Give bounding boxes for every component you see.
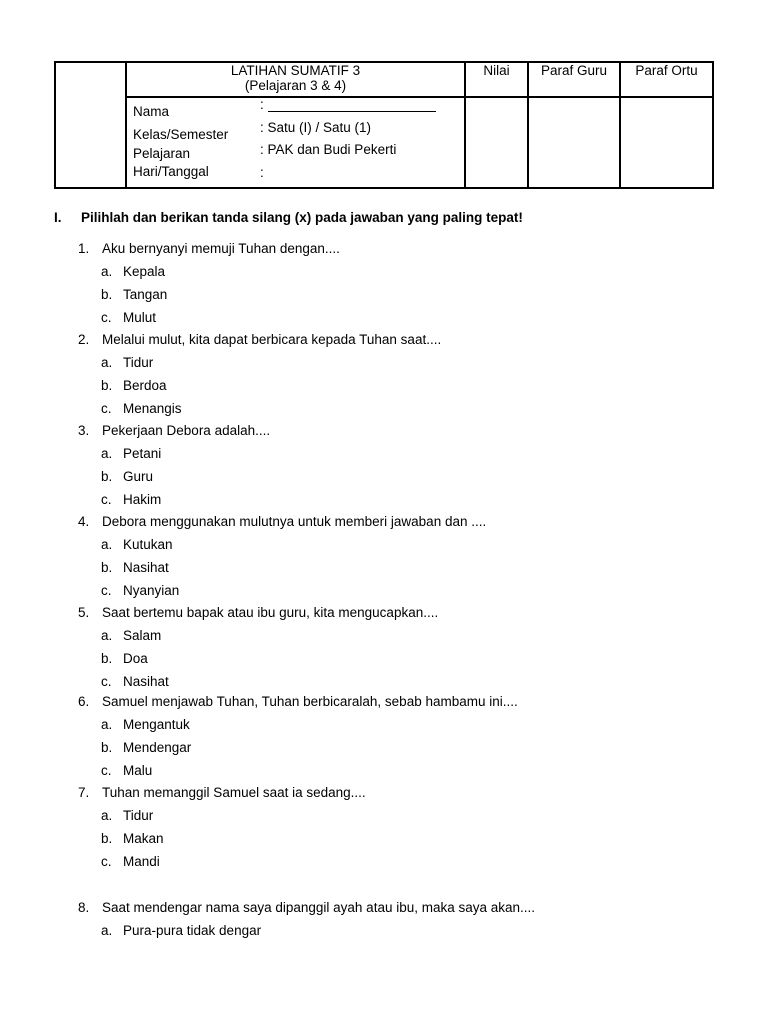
name-blank-line: [268, 99, 436, 112]
option-letter: b.: [101, 651, 113, 666]
question-item: [78, 605, 438, 620]
option-text: Malu: [123, 763, 153, 778]
paraf-guru-cell[interactable]: [528, 97, 620, 188]
option-text: Kutukan: [123, 537, 173, 552]
option-letter: b.: [101, 560, 113, 575]
question-number: 5.: [78, 605, 90, 620]
title-cell: [126, 62, 465, 97]
question-text: Melalui mulut, kita dapat berbicara kepada Tuhan saat....: [102, 332, 442, 347]
option-text: Nasihat: [123, 560, 169, 575]
option-text: Mulut: [123, 310, 157, 325]
question-number: 8.: [78, 900, 90, 915]
question-text: Saat mendengar nama saya dipanggil ayah atau ibu, maka saya akan....: [102, 900, 536, 915]
option-letter: c.: [101, 763, 112, 778]
option-letter: b.: [101, 378, 113, 393]
answer-option[interactable]: [101, 674, 169, 689]
field-value-hari[interactable]: :: [260, 165, 264, 180]
question-item: [78, 423, 270, 438]
nilai-header: Nilai: [465, 62, 528, 97]
blank-cell: [55, 62, 126, 188]
option-letter: b.: [101, 740, 113, 755]
nilai-cell[interactable]: [465, 97, 528, 188]
option-text: Hakim: [123, 492, 162, 507]
header-table: [54, 61, 714, 189]
answer-option[interactable]: [101, 831, 164, 846]
option-text: Nasihat: [123, 674, 169, 689]
answer-option[interactable]: [101, 264, 165, 279]
field-value-pelajaran: : PAK dan Budi Pekerti: [260, 142, 397, 157]
section-text: Pilihlah dan berikan tanda silang (x) pada jawaban yang paling tepat!: [81, 210, 523, 225]
paraf-ortu-header: Paraf Ortu: [620, 62, 713, 97]
question-text: Saat bertemu bapak atau ibu guru, kita mengucapkan....: [102, 605, 439, 620]
question-number: 6.: [78, 694, 90, 709]
answer-option[interactable]: [101, 560, 169, 575]
option-text: Tidur: [123, 355, 154, 370]
question-item: [78, 785, 366, 800]
option-letter: a.: [101, 264, 113, 279]
field-colon-nama: :: [260, 97, 264, 112]
option-text: Berdoa: [123, 378, 167, 393]
option-letter: a.: [101, 355, 113, 370]
option-letter: a.: [101, 923, 113, 938]
field-label-nama: Nama: [133, 104, 170, 119]
field-value-nama[interactable]: [260, 97, 436, 112]
question-item: [78, 694, 518, 709]
answer-option[interactable]: [101, 628, 161, 643]
option-text: Mendengar: [123, 740, 192, 755]
field-label-pelajaran: Pelajaran: [133, 146, 191, 161]
option-letter: a.: [101, 808, 113, 823]
answer-option[interactable]: [101, 401, 182, 416]
option-text: Mandi: [123, 854, 160, 869]
question-text: Samuel menjawab Tuhan, Tuhan berbicaralah, sebab hambamu ini....: [102, 694, 518, 709]
option-text: Pura-pura tidak dengar: [123, 923, 262, 938]
option-text: Salam: [123, 628, 162, 643]
answer-option[interactable]: [101, 446, 161, 461]
option-text: Tangan: [123, 287, 168, 302]
option-text: Tidur: [123, 808, 154, 823]
option-letter: b.: [101, 469, 113, 484]
question-text: Aku bernyanyi memuji Tuhan dengan....: [102, 241, 340, 256]
question-text: Debora menggunakan mulutnya untuk memberi jawaban dan ....: [102, 514, 487, 529]
section-instruction: [54, 210, 523, 225]
answer-option[interactable]: [101, 740, 191, 755]
question-number: 3.: [78, 423, 90, 438]
paraf-guru-header: Paraf Guru: [528, 62, 620, 97]
question-text: Tuhan memanggil Samuel saat ia sedang....: [102, 785, 366, 800]
option-letter: b.: [101, 831, 113, 846]
answer-option[interactable]: [101, 651, 148, 666]
option-letter: c.: [101, 583, 112, 598]
answer-option[interactable]: [101, 717, 190, 732]
question-number: 4.: [78, 514, 90, 529]
field-value-kelas: : Satu (I) / Satu (1): [260, 120, 372, 135]
answer-option[interactable]: [101, 583, 179, 598]
student-info-cell: [126, 97, 465, 188]
answer-option[interactable]: [101, 537, 173, 552]
answer-option[interactable]: [101, 310, 156, 325]
question-number: 2.: [78, 332, 90, 347]
worksheet-subtitle: (Pelajaran 3 & 4): [244, 78, 347, 93]
paraf-ortu-cell[interactable]: [620, 97, 713, 188]
question-item: [78, 241, 340, 256]
option-letter: c.: [101, 310, 112, 325]
option-letter: a.: [101, 717, 113, 732]
option-text: Mengantuk: [123, 717, 190, 732]
option-text: Guru: [123, 469, 154, 484]
answer-option[interactable]: [101, 923, 261, 938]
field-label-kelas: Kelas/Semester: [133, 127, 229, 142]
answer-option[interactable]: [101, 763, 152, 778]
option-letter: c.: [101, 492, 112, 507]
answer-option[interactable]: [101, 378, 167, 393]
question-text: Pekerjaan Debora adalah....: [102, 423, 271, 438]
question-number: 7.: [78, 785, 90, 800]
section-number: I.: [54, 210, 62, 225]
option-text: Kepala: [123, 264, 166, 279]
answer-option[interactable]: [101, 469, 153, 484]
answer-option[interactable]: [101, 287, 167, 302]
question-number: 1.: [78, 241, 90, 256]
field-label-hari: Hari/Tanggal: [133, 164, 209, 179]
option-text: Makan: [123, 831, 164, 846]
answer-option[interactable]: [101, 854, 160, 869]
answer-option[interactable]: [101, 492, 161, 507]
option-letter: c.: [101, 674, 112, 689]
option-letter: b.: [101, 287, 113, 302]
option-letter: a.: [101, 446, 113, 461]
answer-option[interactable]: [101, 808, 153, 823]
question-item: [78, 332, 441, 347]
question-item: [78, 900, 535, 915]
worksheet-title: LATIHAN SUMATIF 3: [230, 63, 361, 78]
option-letter: a.: [101, 628, 113, 643]
answer-option[interactable]: [101, 355, 153, 370]
option-letter: c.: [101, 401, 112, 416]
option-text: Menangis: [123, 401, 182, 416]
option-text: Petani: [123, 446, 162, 461]
option-text: Nyanyian: [123, 583, 180, 598]
option-letter: a.: [101, 537, 113, 552]
question-item: [78, 514, 486, 529]
option-letter: c.: [101, 854, 112, 869]
option-text: Doa: [123, 651, 148, 666]
